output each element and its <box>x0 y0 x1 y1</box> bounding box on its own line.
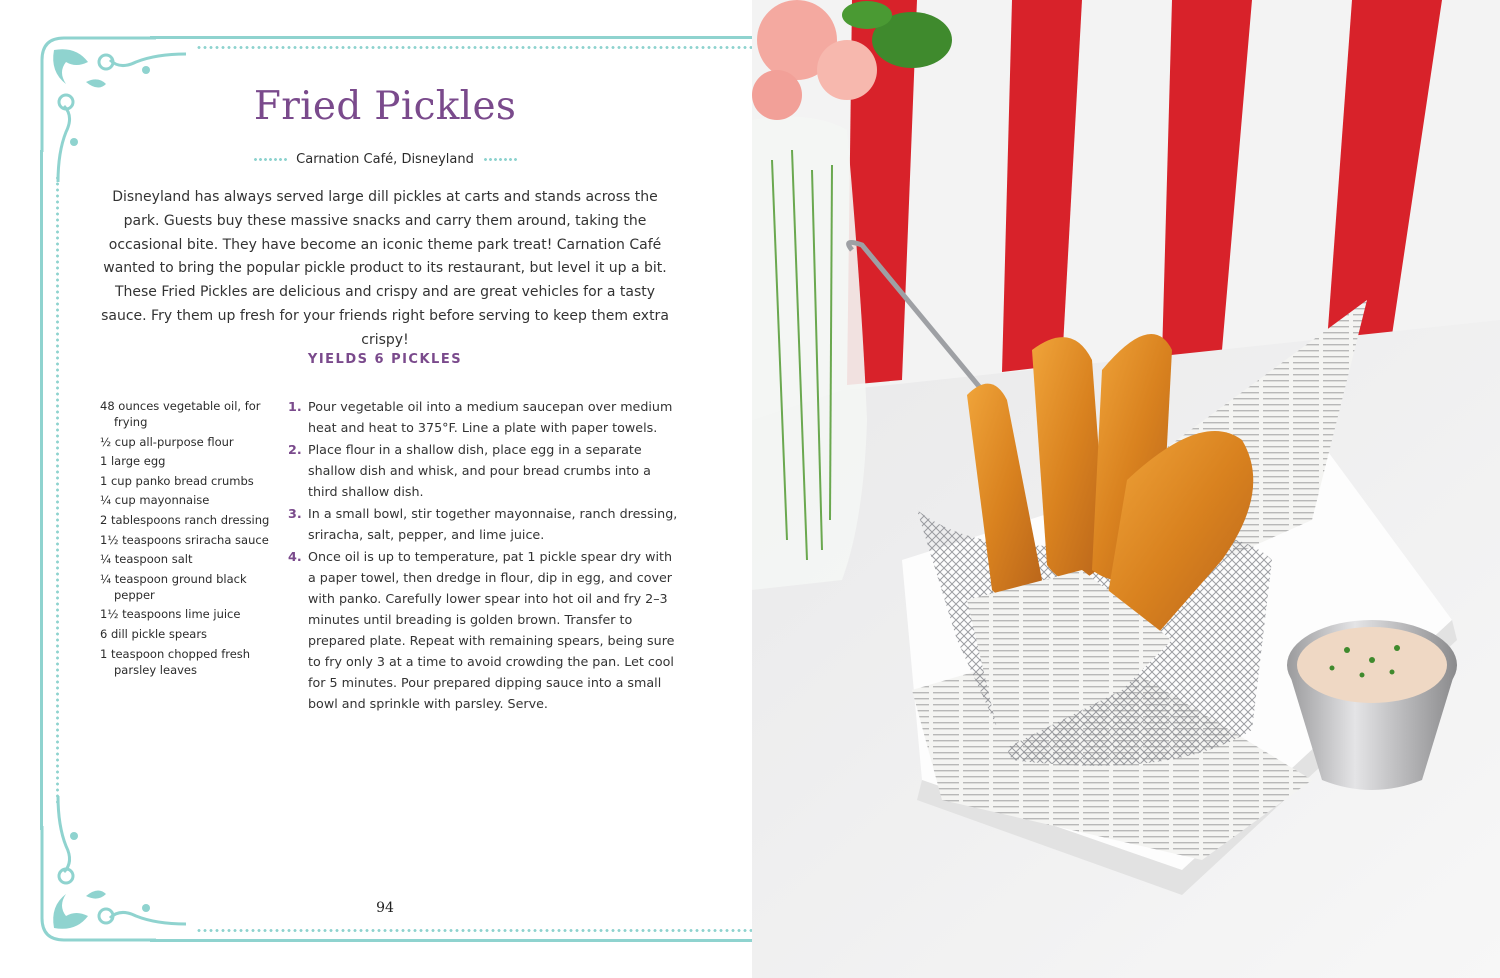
fried-pickles-photo-illustration <box>752 0 1500 978</box>
step-item <box>288 396 680 438</box>
step-text: Pour vegetable oil into a medium saucepan over medium heat and heat to 375°F. Line a plate with paper towels. <box>308 399 673 435</box>
frame-left-line <box>40 150 43 830</box>
recipe-yields: YIELDS 6 PICKLES <box>307 352 463 367</box>
steps-list <box>288 396 680 715</box>
ingredient-item: ¼ cup mayonnaise <box>100 493 210 508</box>
ingredient-item: 2 tablespoons ranch dressing <box>100 512 270 527</box>
step-text: Once oil is up to temperature, pat 1 pickle spear dry with a paper towel, then dredge in flour, dip in egg, and cover with panko. Carefully lower spear into hot oil and fry 2–3 minutes until breading is golden brown. Transfer to prepared plate. Repeat with remaining spears, being sure to fry only 3 at a time to avoid crowding the pan. Let cool for 5 minutes. Pour prepared dipping sauce into a small bowl and sprinkle with parsley. Serve. <box>308 549 675 711</box>
ingredient-item: 1½ teaspoons sriracha sauce <box>100 532 269 547</box>
recipe-source-row <box>0 152 752 167</box>
ingredient-item: 1 teaspoon chopped fresh parsley leaves <box>100 646 251 677</box>
page-number: 94 <box>376 900 394 916</box>
frame-left-dots <box>56 175 59 805</box>
recipe-intro: Disneyland has always served large dill pickles at carts and stands across the park. Guests buy these massive snacks and carry them around, taking the occasional bite. They have become an iconic theme park treat! Carnation Café wanted to bring the popular pickle product to its restaurant, but level it up a bit. These Fried Pickles are delicious and crispy and are great vehicles for a tasty sauce. Fry them up fresh for your friends right before serving to keep them extra crispy! <box>101 189 669 348</box>
step-item <box>288 503 680 545</box>
ingredient-item: 1½ teaspoons lime juice <box>100 607 241 622</box>
step-item <box>288 439 680 502</box>
step-number: 4. <box>288 549 302 564</box>
ingredient-item: 6 dill pickle spears <box>100 626 208 641</box>
ingredient-item: 1 large egg <box>100 454 166 469</box>
frame-top-line <box>150 36 752 39</box>
step-number: 3. <box>288 506 302 521</box>
source-dots-right <box>483 158 517 161</box>
step-number: 1. <box>288 399 302 414</box>
frame-bottom-dots <box>196 929 752 932</box>
step-number: 2. <box>288 442 302 457</box>
ingredient-item: 48 ounces vegetable oil, for frying <box>100 399 261 429</box>
ingredients-list <box>100 398 270 681</box>
frame-top-dots <box>196 46 752 49</box>
ingredient-item: ½ cup all-purpose flour <box>100 434 234 449</box>
source-dots-left <box>253 158 287 161</box>
ingredient-item: ¼ teaspoon ground black pepper <box>100 571 247 602</box>
recipe-source: Carnation Café, Disneyland <box>296 152 474 167</box>
step-text: In a small bowl, stir together mayonnaise, ranch dressing, sriracha, salt, pepper, and lime juice. <box>308 506 678 542</box>
recipe-photo <box>752 0 1500 978</box>
step-item <box>288 546 680 714</box>
ingredient-item: ¼ teaspoon salt <box>100 552 193 567</box>
recipe-title: Fried Pickles <box>253 84 517 129</box>
ingredient-item: 1 cup panko bread crumbs <box>100 473 254 488</box>
frame-bottom-line <box>150 939 752 942</box>
ornament-bottom-left-icon <box>36 776 206 946</box>
step-text: Place flour in a shallow dish, place egg in a separate shallow dish and whisk, and pour bread crumbs into a third shallow dish. <box>308 442 651 499</box>
